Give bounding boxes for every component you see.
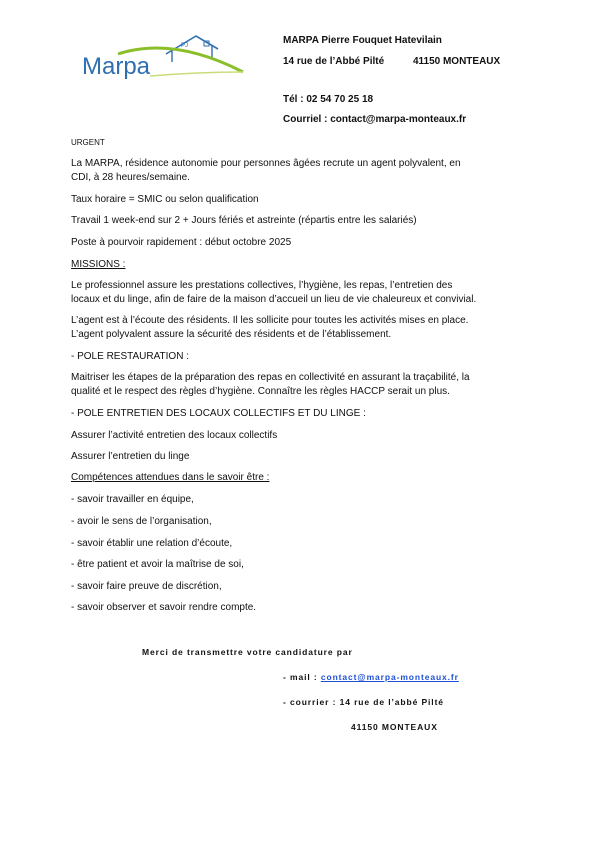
missions-heading: MISSIONS : <box>71 259 126 270</box>
skill-item: - savoir établir une relation d’écoute, <box>71 538 233 549</box>
mail-link[interactable]: contact@marpa-monteaux.fr <box>320 672 459 682</box>
entretien-item: Assurer l’activité entretien des locaux collectifs <box>71 430 278 441</box>
skill-item: - savoir observer et savoir rendre compte. <box>71 602 257 613</box>
org-address <box>283 56 500 67</box>
svg-text:Marpa: Marpa <box>82 53 151 80</box>
closing-post: - courrier : 14 rue de l’abbé Pilté <box>283 697 444 707</box>
mission-line: locaux et du linge, afin de faire de la maison d’accueil un lieu de vie chaleureux et convivial. <box>71 293 477 305</box>
start-date: Poste à pourvoir rapidement : début octobre 2025 <box>71 237 292 248</box>
intro-line: La MARPA, résidence autonomie pour personnes âgées recrute un agent polyvalent, en <box>71 158 461 169</box>
skill-item: - savoir faire preuve de discrétion, <box>71 581 222 592</box>
closing-thanks: Merci de transmettre votre candidature par <box>142 647 353 657</box>
skill-item: - avoir le sens de l’organisation, <box>71 516 212 527</box>
mission-paragraph-2 <box>71 314 531 341</box>
work-schedule: Travail 1 week-end sur 2 + Jours fériés et astreinte (répartis entre les salariés) <box>71 215 417 226</box>
intro-line: CDI, à 28 heures/semaine. <box>71 171 190 183</box>
skill-item: - être patient et avoir la maîtrise de soi, <box>71 559 244 570</box>
closing-mail <box>283 672 459 682</box>
svg-text:PJ: PJ <box>181 43 189 49</box>
mission-line: L’agent est à l’écoute des résidents. Il les sollicite pour toutes les activités mises en place. <box>71 315 469 326</box>
address-city: 41150 MONTEAUX <box>412 56 501 67</box>
mail-label: - mail : <box>283 672 321 682</box>
urgent-label: URGENT <box>71 138 105 147</box>
entretien-item: Assurer l’entretien du linge <box>71 451 190 462</box>
competences-heading: Compétences attendues dans le savoir être : <box>71 472 270 483</box>
skill-item: - savoir travailler en équipe, <box>71 494 194 505</box>
closing-post-city: 41150 MONTEAUX <box>351 722 438 732</box>
restauration-line: qualité et le respect des règles d’hygiène. Connaître les règles HACCP serait un plus. <box>71 385 450 397</box>
org-name: MARPA Pierre Fouquet Hatevilain <box>283 35 442 46</box>
pole-restauration-heading: - POLE RESTAURATION : <box>71 351 189 362</box>
marpa-logo <box>78 32 248 82</box>
mission-paragraph-1 <box>71 279 531 306</box>
restauration-line: Maitriser les étapes de la préparation des repas en collectivité en assurant la traçabilité, la <box>71 372 470 383</box>
hourly-rate: Taux horaire = SMIC ou selon qualification <box>71 194 259 205</box>
mission-line: L’agent polyvalent assure la sécurité des résidents et de l’établissement. <box>71 328 392 340</box>
pole-entretien-heading: - POLE ENTRETIEN DES LOCAUX COLLECTIFS ET DU LINGE : <box>71 408 366 419</box>
address-street: 14 rue de l’Abbé Pilté <box>283 56 385 67</box>
org-phone: Tél : 02 54 70 25 18 <box>283 94 374 105</box>
mission-line: Le professionnel assure les prestations collectives, l’hygiène, les repas, l’entretien des <box>71 280 453 291</box>
restauration-paragraph <box>71 371 531 398</box>
org-email: Courriel : contact@marpa-monteaux.fr <box>283 114 467 125</box>
intro-paragraph <box>71 157 531 184</box>
